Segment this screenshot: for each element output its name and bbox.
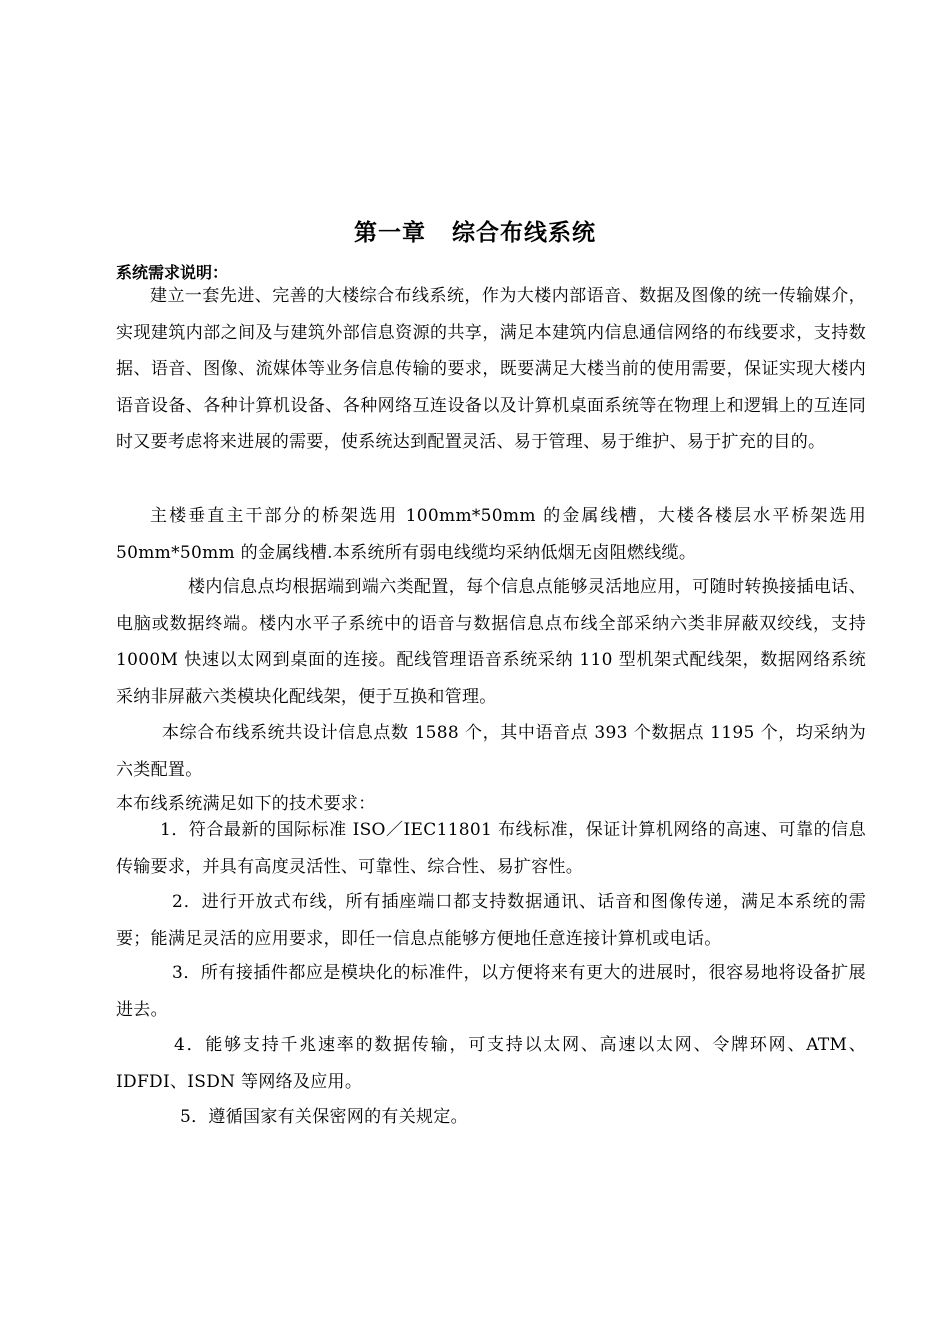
requirement-item: 4．能够支持千兆速率的数据传输，可支持以太网、高速以太网、令牌环网、ATM、IDFDI、ISDN 等网络及应用。 xyxy=(116,1035,866,1092)
requirement-item: 3．所有接插件都应是模块化的标准件，以方便将来有更大的进展时，很容易地将设备扩展进去。 xyxy=(116,963,866,1020)
paragraph-count: 本综合布线系统共设计信息点数 1588 个，其中语音点 393 个数据点 1195 个，均采纳为六类配置。 xyxy=(116,723,866,780)
section-heading: 系统需求说明： xyxy=(116,263,229,282)
chapter-name: 综合布线系统 xyxy=(452,220,596,246)
chapter-number: 第一章 xyxy=(354,220,426,246)
chapter-title xyxy=(0,214,950,247)
paragraph-bridge: 主楼垂直主干部分的桥架选用 100mm*50mm 的金属线槽，大楼各楼层水平桥架选用 50mm*50mm 的金属线槽.本系统所有弱电线缆均采纳低烟无卤阻燃线缆。 xyxy=(116,506,866,563)
paragraph-info-points: 楼内信息点均根据端到端六类配置，每个信息点能够灵活地应用，可随时转换接插电话、电脑或数据终端。楼内水平子系统中的语音与数据信息点布线全部采纳六类非屏蔽双绞线，支持 1000M 快速以太网到桌面的连接。配线管理语音系统采纳 110 型机架式配线架，数据网络系统采纳非屏蔽六类模块化配线架，便于互换和管理。 xyxy=(116,577,866,707)
paragraph-intro: 建立一套先进、完善的大楼综合布线系统，作为大楼内部语音、数据及图像的统一传输媒介，实现建筑内部之间及与建筑外部信息资源的共享，满足本建筑内信息通信网络的布线要求，支持数据、语音、图像、流媒体等业务信息传输的要求，既要满足大楼当前的使用需要，保证实现大楼内语音设备、各种计算机设备、各种网络互连设备以及计算机桌面系统等在物理上和逻辑上的互连同时又要考虑将来进展的需要，使系统达到配置灵活、易于管理、易于维护、易于扩充的目的。 xyxy=(116,286,866,453)
requirement-item: 1．符合最新的国际标准 ISO／IEC11801 布线标准，保证计算机网络的高速、可靠的信息传输要求，并具有高度灵活性、可靠性、综合性、易扩容性。 xyxy=(116,820,866,877)
requirement-item: 2．进行开放式布线，所有插座端口都支持数据通讯、话音和图像传递，满足本系统的需要；能满足灵活的应用要求，即任一信息点能够方便地任意连接计算机或电话。 xyxy=(116,892,866,949)
paragraph-requirements-heading: 本布线系统满足如下的技术要求： xyxy=(116,794,376,814)
requirement-item: 5．遵循国家有关保密网的有关规定。 xyxy=(180,1107,468,1127)
